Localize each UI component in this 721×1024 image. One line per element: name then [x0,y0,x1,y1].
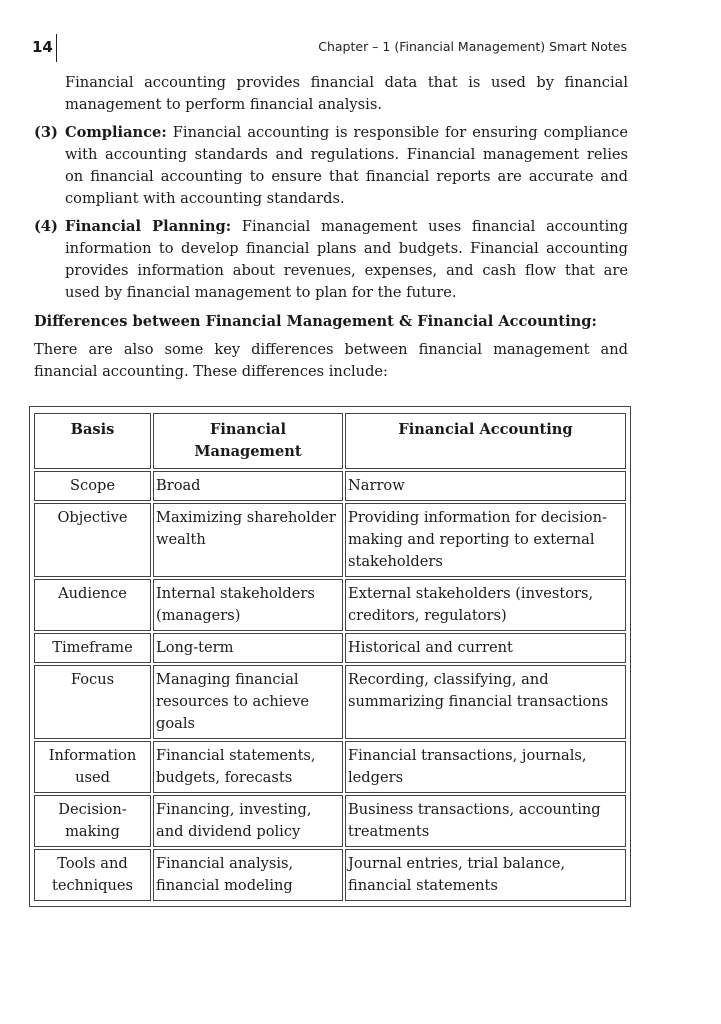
item-text: Financial accounting is responsible for ensuring compliance with accounting standards and regulations. Financial management relies on financial accounting to ensure that financial reports are accurate and compliant with accounting standards. [65,124,628,207]
cell-financial-management: Maximizing shareholder wealth [153,503,343,577]
section-heading: Differences between Financial Management & Financial Accounting: [34,313,597,330]
cell-financial-management: Financial statements, budgets, forecasts [153,741,343,793]
item-term: Compliance: [65,124,167,141]
table-row [34,503,626,577]
comparison-table-frame [29,406,631,907]
list-item-financial-planning [34,216,628,304]
cell-basis: Decision-making [34,795,151,847]
cell-financial-accounting: Historical and current [345,633,626,663]
cell-financial-management: Financial analysis, financial modeling [153,849,343,901]
table-row [34,741,626,793]
cell-basis: Tools and techniques [34,849,151,901]
cell-financial-accounting: External stakeholders (investors, creditors, regulators) [345,579,626,631]
running-title: Chapter – 1 (Financial Management) Smart Notes [318,39,627,54]
cell-basis: Objective [34,503,151,577]
header-basis: Basis [34,413,151,469]
cell-financial-accounting: Journal entries, trial balance, financial statements [345,849,626,901]
cell-financial-accounting: Narrow [345,471,626,501]
cell-basis: Timeframe [34,633,151,663]
item-number: (4) [34,218,58,235]
header-divider [56,34,57,62]
cell-basis: Audience [34,579,151,631]
cell-financial-accounting: Providing information for decision-making and reporting to external stakeholders [345,503,626,577]
page-number: 14 [32,38,53,56]
section-intro: There are also some key differences between financial management and financial accounting. These differences include: [34,341,628,380]
continued-paragraph: Financial accounting provides financial data that is used by financial management to perform financial analysis. [65,74,628,113]
table-row [34,633,626,663]
cell-financial-accounting: Financial transactions, journals, ledgers [345,741,626,793]
cell-financial-management: Internal stakeholders (managers) [153,579,343,631]
table-row [34,849,626,901]
item-number: (3) [34,124,58,141]
item-text: Financial management uses financial accounting information to develop financial plans and budgets. Financial accounting provides information about revenues, expenses, and cash flow that are used by financial management to plan for the future. [65,218,628,301]
cell-financial-management: Managing financial resources to achieve goals [153,665,343,739]
cell-financial-accounting: Business transactions, accounting treatments [345,795,626,847]
list-item-compliance [34,122,628,210]
cell-financial-management: Financing, investing, and dividend policy [153,795,343,847]
table-row [34,665,626,739]
table-row [34,795,626,847]
table-row [34,471,626,501]
table-row [34,579,626,631]
header-financial-accounting: Financial Accounting [345,413,626,469]
cell-financial-management: Broad [153,471,343,501]
comparison-table [32,411,628,903]
page-body [34,72,628,383]
cell-basis: Scope [34,471,151,501]
header-financial-management: Financial Management [153,413,343,469]
cell-financial-management: Long-term [153,633,343,663]
page-header [32,34,627,58]
item-term: Financial Planning: [65,218,232,235]
table-header-row [34,413,626,469]
cell-financial-accounting: Recording, classifying, and summarizing financial transactions [345,665,626,739]
cell-basis: Focus [34,665,151,739]
cell-basis: Information used [34,741,151,793]
